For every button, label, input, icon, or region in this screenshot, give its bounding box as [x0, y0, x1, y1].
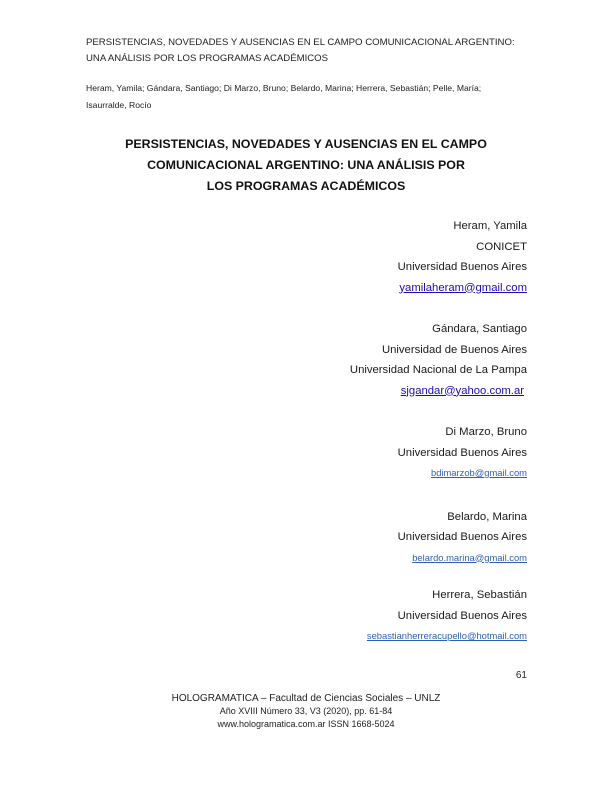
- running-header-title-line2: UNA ANÁLISIS POR LOS PROGRAMAS ACADÉMICOS: [86, 53, 329, 64]
- running-header: [86, 35, 546, 67]
- author-affiliation: Universidad Buenos Aires: [397, 531, 527, 543]
- footer-issue: Año XVIII Número 33, V3 (2020), pp. 61-84: [219, 706, 393, 716]
- article-title-line3: LOS PROGRAMAS ACADÉMICOS: [206, 179, 406, 193]
- author-block: [167, 507, 527, 569]
- author-name: Herrera, Sebastián: [432, 589, 527, 601]
- author-name: Belardo, Marina: [447, 510, 527, 523]
- author-affiliation: Universidad Buenos Aires: [397, 261, 527, 273]
- author-email-link[interactable]: sebastianherreracupello@hotmail.com: [366, 630, 527, 641]
- author-affiliation: Universidad Nacional de La Pampa: [349, 364, 527, 376]
- author-affiliation: CONICET: [476, 240, 527, 253]
- running-authors-line1: Heram, Yamila; Gándara, Santiago; Di Marzo, Bruno; Belardo, Marina; Herrera, Sebastián; Pelle, María;: [86, 83, 482, 93]
- author-block: [167, 216, 527, 298]
- article-title-line2: COMUNICACIONAL ARGENTINO: UNA ANÁLISIS POR: [147, 158, 465, 172]
- footer-website-issn: www.hologramatica.com.ar ISSN 1668-5024: [217, 718, 395, 729]
- running-header-title-line1: PERSISTENCIAS, NOVEDADES Y AUSENCIAS EN EL CAMPO COMUNICACIONAL ARGENTINO:: [86, 37, 515, 48]
- author-affiliation: Universidad Buenos Aires: [397, 609, 527, 622]
- footer-journal: HOLOGRAMATICA – Facultad de Ciencias Sociales – UNLZ: [171, 693, 441, 704]
- author-affiliation: Universidad Buenos Aires: [397, 446, 527, 459]
- author-name: Heram, Yamila: [453, 220, 527, 232]
- author-email-link[interactable]: bdimarzob@gmail.com: [430, 467, 527, 478]
- author-block: [167, 422, 527, 484]
- author-block: [167, 585, 527, 647]
- author-name: Di Marzo, Bruno: [445, 426, 527, 438]
- running-authors-line2: Isaurralde, Rocío: [86, 100, 152, 110]
- article-title-line1: PERSISTENCIAS, NOVEDADES Y AUSENCIAS EN EL CAMPO: [125, 137, 487, 151]
- page-number: 61: [515, 670, 527, 681]
- author-email-link[interactable]: yamilaheram@gmail.com: [399, 281, 527, 294]
- author-affiliation: Universidad de Buenos Aires: [381, 343, 527, 356]
- running-header-authors: [86, 80, 526, 114]
- author-name: Gándara, Santiago: [432, 323, 527, 335]
- page-footer: [86, 692, 526, 730]
- author-email-link[interactable]: sjgandar@yahoo.com.ar: [400, 384, 524, 397]
- author-email-link[interactable]: belardo.marina@gmail.com: [412, 551, 527, 563]
- author-block: [167, 319, 527, 401]
- author-list: [167, 216, 527, 647]
- article-title: [86, 134, 526, 197]
